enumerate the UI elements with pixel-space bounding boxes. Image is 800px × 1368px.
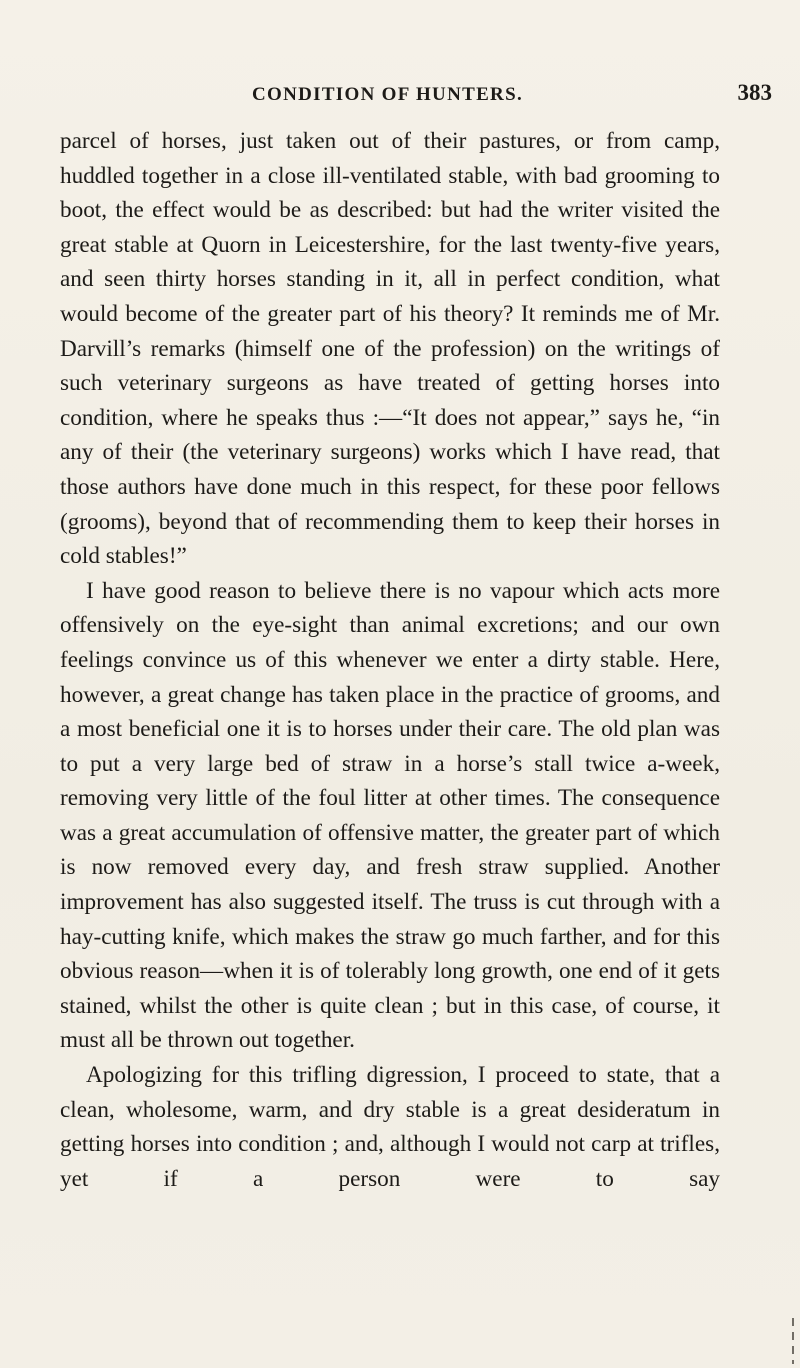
page-number: 383 (737, 80, 772, 105)
paragraph-2: I have good reason to believe there is no vapour which acts more offensively on the eye-sight than animal excretions; and our own feelings convince us of this whenever we enter a dirty stable. Here, however, a great change has taken place in the practice of grooms, and a most beneficial one it is to horses under their care. The old plan was to put a very large bed of straw in a horse’s stall twice a-week, removing very little of the foul litter at other times. The consequence was a great accumulation of offensive matter, the greater part of which is now removed every day, and fresh straw supplied. Another improvement has also suggested itself. The truss is cut through with a hay-cutting knife, which makes the straw go much farther, and for this obvious reason—when it is of tolerably long growth, one end of it gets stained, whilst the other is quite clean ; but in this case, of course, it must all be thrown out together. (60, 577, 720, 1054)
paragraph-3: Apologizing for this trifling digression, I proceed to state, that a clean, wholesome, warm, and dry stable is a great desideratum in getting horses into condition ; and, although I would not carp at trifles, yet if a person were to say (60, 1062, 720, 1192)
paragraph-1: parcel of horses, just taken out of their pastures, or from camp, huddled together in a close ill-ventilated stable, with bad grooming to boot, the effect would be as described: but had the writer visited the great stable at Quorn in Leicestershire, for the last twenty-five years, and seen thirty horses standing in it, all in perfect condition, what would become of the greater part of his theory? It reminds me of Mr. Darvill’s remarks (himself one of the profession) on the writings of such veterinary surgeons as have treated of getting horses into condition, where he speaks thus :—“It does not appear,” says he, “in any of their (the veterinary surgeons) works which I have read, that those authors have done much in this respect, for these poor fellows (grooms), beyond that of recommending them to keep their horses in cold stables!” (60, 128, 720, 570)
body-text (60, 124, 720, 1196)
margin-mark (792, 1318, 794, 1364)
running-head: CONDITION OF HUNTERS. (252, 84, 523, 105)
